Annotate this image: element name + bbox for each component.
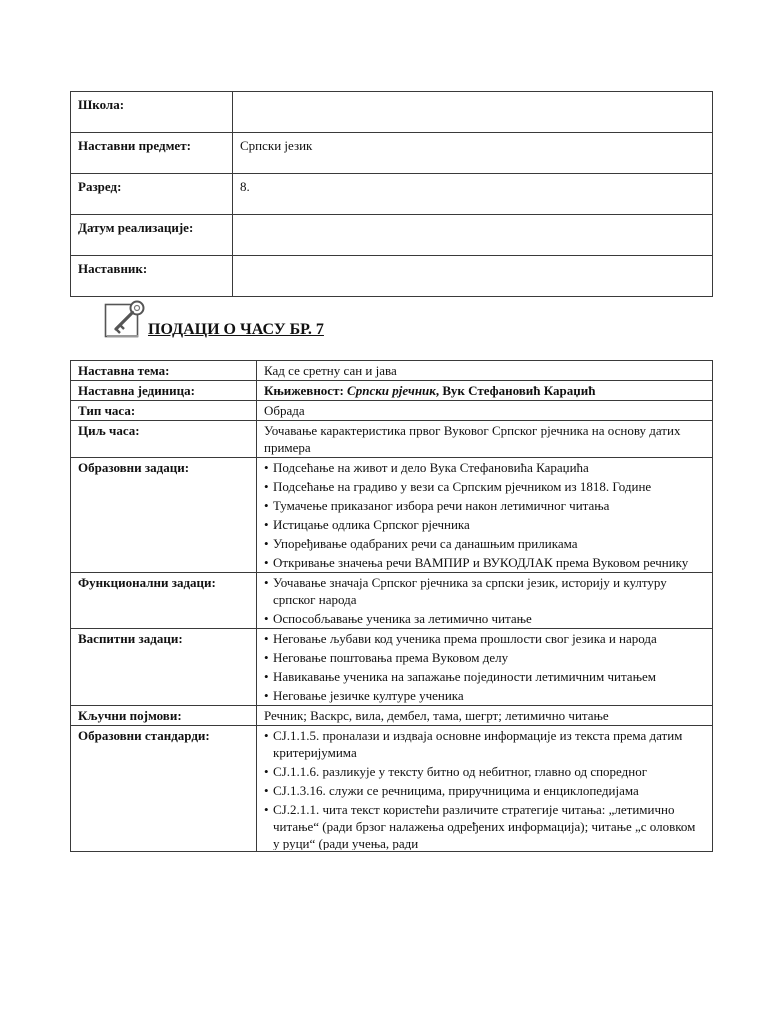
teacher-label: Наставник: [71,256,233,297]
list-item: • Навикавање ученика на запажање појединости летимичним читањем [264,668,705,685]
key-terms-value: Речник; Васкрс, вила, дембел, тама, шегрт; летимично читање [257,706,713,726]
topic-value: Кад се сретну сан и јава [257,361,713,381]
grade-label: Разред: [71,174,233,215]
list-item: • Оспособљавање ученика за летимично читање [264,610,705,627]
list-item: • Уочавање значаја Српског рјечника за српски језик, историју и културу српског народа [264,574,705,608]
functional-tasks-value [257,573,713,629]
list-item: • Неговање поштовања према Вуковом делу [264,649,705,666]
lesson-data-table [70,360,713,852]
school-value [233,92,713,133]
unit-value [257,381,713,401]
key-terms-label: Кључни појмови: [71,706,257,726]
upbringing-tasks-label: Васпитни задаци: [71,629,257,706]
list-item: • Истицање одлика Српског рјечника [264,516,705,533]
list-item: • СЈ.1.1.6. разликује у тексту битно од небитног, главно од споредног [264,763,705,780]
table-row [71,361,713,381]
lesson-heading [104,298,504,344]
teacher-value [233,256,713,297]
upbringing-tasks-value [257,629,713,706]
list-item: • Подсећање на живот и дело Вука Стефановића Караџића [264,459,705,476]
table-row [71,629,713,706]
table-row [71,215,713,256]
unit-author: , Вук Стефановић Караџић [435,383,596,398]
table-row [71,381,713,401]
table-row [71,401,713,421]
table-row [71,458,713,573]
unit-prefix: Књижевност: [264,383,348,398]
table-row [71,421,713,458]
list-item: • Неговање љубави код ученика према прошлости свог језика и народа [264,630,705,647]
date-label: Датум реализације: [71,215,233,256]
topic-label: Наставна тема: [71,361,257,381]
functional-tasks-label: Функционални задаци: [71,573,257,629]
table-row [71,256,713,297]
list-item: • Неговање језичке културе ученика [264,687,705,704]
list-item: • Тумачење приказаног избора речи након летимичног читања [264,497,705,514]
list-item: • Подсећање на градиво у вези са Српским рјечником из 1818. Године [264,478,705,495]
goal-value: Уочавање карактеристика првог Вуковог Српског рјечника на основу датих примера [257,421,713,458]
list-item: • Откривање значења речи ВАМПИР и ВУКОДЛАК према Вуковом речнику [264,554,705,571]
unit-work-title: Српски рјечник [347,383,436,398]
table-row [71,92,713,133]
list-item: • СЈ.1.1.5. проналази и издваја основне информације из текста према датим критеријумима [264,727,705,761]
unit-label: Наставна јединица: [71,381,257,401]
list-item: • Упоређивање одабраних речи са данашњим приликама [264,535,705,552]
table-row [71,573,713,629]
table-row [71,133,713,174]
list-item: • СЈ.2.1.1. чита текст користећи различите стратегије читања: „летимично читање“ (ради брзог налажења одређених информација); читање „с оловком у руци“ (ради учења, ради [264,801,705,850]
goal-label: Циљ часа: [71,421,257,458]
standards-label: Образовни стандарди: [71,726,257,852]
lesson-type-value: Обрада [257,401,713,421]
table-row [71,726,713,852]
educational-tasks-label: Образовни задаци: [71,458,257,573]
lesson-type-label: Тип часа: [71,401,257,421]
educational-tasks-value [257,458,713,573]
page-title: ПОДАЦИ О ЧАСУ БР. 7 [148,321,324,338]
table-row [71,174,713,215]
standards-value [257,726,713,852]
school-label: Школа: [71,92,233,133]
table-row [71,706,713,726]
key-icon [104,298,150,344]
list-item: • СЈ.1.3.16. служи се речницима, приручницима и енциклопедијама [264,782,705,799]
grade-value: 8. [233,174,713,215]
subject-value: Српски језик [233,133,713,174]
subject-label: Наставни предмет: [71,133,233,174]
school-info-table [70,91,713,297]
date-value [233,215,713,256]
